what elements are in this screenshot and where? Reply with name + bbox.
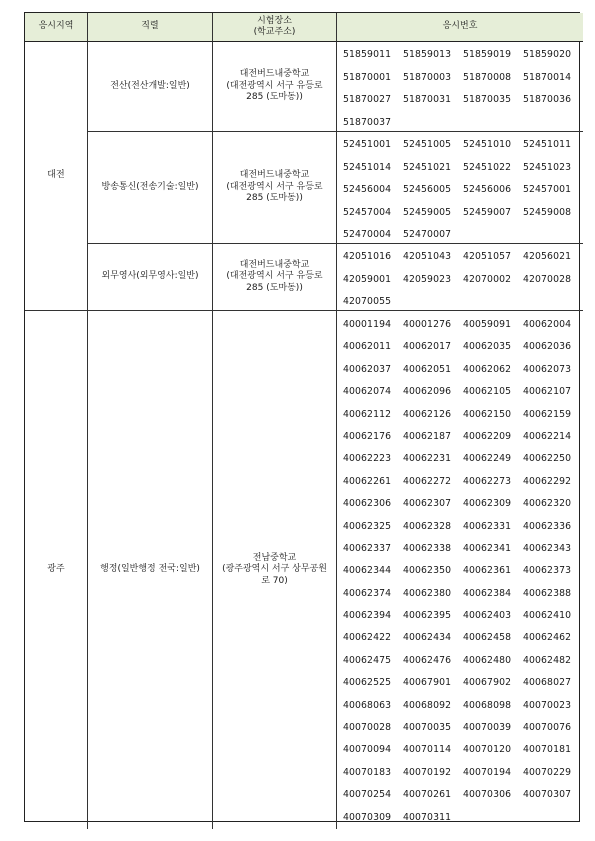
exam-number: 40062328 bbox=[403, 520, 452, 532]
exam-number: 42070055 bbox=[343, 296, 392, 307]
school-address-cont: 285 (도마동)) bbox=[246, 193, 303, 204]
exam-number: 40062325 bbox=[343, 520, 392, 532]
header-venue-label: 시험장소 bbox=[257, 15, 292, 26]
exam-number: 40062051 bbox=[403, 363, 452, 375]
exam-number: 40067901 bbox=[403, 677, 452, 689]
exam-number: 40062380 bbox=[403, 587, 452, 599]
exam-number: 40070309 bbox=[343, 811, 392, 823]
job-name: 전산(전산개발:일반) bbox=[110, 80, 190, 91]
exam-number: 52470007 bbox=[403, 229, 452, 240]
header-region bbox=[25, 13, 88, 42]
exam-number: 40070028 bbox=[343, 722, 392, 734]
header-job-label: 직렬 bbox=[141, 21, 159, 32]
exam-number: 52459007 bbox=[463, 206, 512, 218]
exam-number: 42070002 bbox=[463, 273, 512, 285]
exam-number: 40062482 bbox=[523, 654, 572, 666]
exam-number: 40070035 bbox=[403, 722, 452, 734]
exam-number: 40070311 bbox=[403, 811, 452, 823]
exam-number: 52451023 bbox=[523, 161, 572, 173]
exam-number: 52451021 bbox=[403, 161, 452, 173]
exam-number: 40062231 bbox=[403, 453, 452, 465]
region-name: 광주 bbox=[47, 564, 65, 575]
region-cell-gwangju bbox=[25, 311, 88, 829]
exam-number: 40068098 bbox=[463, 699, 512, 711]
exam-number: 40062074 bbox=[343, 386, 392, 398]
exam-number: 40062159 bbox=[523, 408, 572, 420]
exam-number: 40062341 bbox=[463, 542, 512, 554]
exam-number: 40062475 bbox=[343, 654, 392, 666]
exam-number: 42051016 bbox=[343, 251, 392, 262]
exam-number: 40070023 bbox=[523, 699, 572, 711]
exam-number: 52451014 bbox=[343, 161, 392, 173]
exam-number: 40062395 bbox=[403, 610, 452, 622]
exam-number: 40062261 bbox=[343, 475, 392, 487]
exam-number: 40062017 bbox=[403, 341, 452, 353]
school-address: (광주광역시 서구 상무공원 bbox=[222, 564, 327, 575]
exam-number: 40062126 bbox=[403, 408, 452, 420]
school-address: (대전광역시 서구 유등로 bbox=[226, 80, 323, 91]
school-name: 대전버드내중학교 bbox=[239, 69, 310, 80]
exam-number: 40067902 bbox=[463, 677, 512, 689]
exam-number: 40070120 bbox=[463, 744, 512, 756]
number-grid bbox=[337, 244, 583, 310]
exam-number: 40070181 bbox=[523, 744, 572, 756]
school-name: 대전버드내중학교 bbox=[239, 170, 310, 181]
exam-number: 40062343 bbox=[523, 542, 572, 554]
job-cell bbox=[88, 311, 213, 829]
exam-number: 51870001 bbox=[343, 71, 392, 83]
numbers-cell bbox=[337, 42, 583, 132]
exam-number: 40062187 bbox=[403, 430, 452, 442]
exam-number: 40062384 bbox=[463, 587, 512, 599]
exam-number: 40070076 bbox=[523, 722, 572, 734]
number-grid bbox=[337, 132, 583, 243]
exam-number: 40070306 bbox=[463, 789, 512, 801]
exam-number: 40070254 bbox=[343, 789, 392, 801]
exam-number: 40062036 bbox=[523, 341, 572, 353]
exam-number: 40062320 bbox=[523, 498, 572, 510]
exam-number: 40062306 bbox=[343, 498, 392, 510]
exam-number: 52470004 bbox=[343, 229, 392, 240]
exam-number: 40062434 bbox=[403, 632, 452, 644]
exam-number: 52459008 bbox=[523, 206, 572, 218]
exam-number: 40070192 bbox=[403, 766, 452, 778]
school-address-cont: 285 (도마동)) bbox=[246, 282, 303, 293]
header-venue bbox=[213, 13, 337, 42]
exam-number: 40062035 bbox=[463, 341, 512, 353]
exam-number: 40001276 bbox=[403, 319, 452, 330]
exam-number: 40062150 bbox=[463, 408, 512, 420]
exam-number: 52451001 bbox=[343, 139, 392, 150]
exam-number: 40070194 bbox=[463, 766, 512, 778]
exam-number: 52459005 bbox=[403, 206, 452, 218]
exam-number: 40070183 bbox=[343, 766, 392, 778]
exam-number: 40070094 bbox=[343, 744, 392, 756]
exam-number: 40062249 bbox=[463, 453, 512, 465]
numbers-cell bbox=[337, 132, 583, 244]
job-name: 외무영사(외무영사:일반) bbox=[101, 271, 199, 282]
job-cell bbox=[88, 42, 213, 132]
job-cell bbox=[88, 244, 213, 311]
exam-number: 40062350 bbox=[403, 565, 452, 577]
header-numbers-label: 응시번호 bbox=[442, 21, 478, 32]
exam-number: 52457001 bbox=[523, 184, 572, 195]
exam-number: 40062388 bbox=[523, 587, 572, 599]
exam-number: 40062458 bbox=[463, 632, 512, 644]
exam-number: 51870031 bbox=[403, 94, 452, 105]
exam-number: 40062525 bbox=[343, 677, 392, 689]
exam-number: 42051057 bbox=[463, 251, 512, 262]
job-name: 행정(일반행정 전국:일반) bbox=[100, 564, 200, 575]
school-address: (대전광역시 서구 유등로 bbox=[226, 271, 323, 282]
exam-number: 40062337 bbox=[343, 542, 392, 554]
exam-number: 40062209 bbox=[463, 430, 512, 442]
exam-number: 51870035 bbox=[463, 94, 512, 105]
exam-number: 40062476 bbox=[403, 654, 452, 666]
exam-number: 51870037 bbox=[343, 116, 392, 128]
exam-venue-table bbox=[24, 12, 580, 822]
header-job bbox=[88, 13, 213, 42]
exam-number: 40062410 bbox=[523, 610, 572, 622]
exam-number: 40062062 bbox=[463, 363, 512, 375]
exam-number: 40068063 bbox=[343, 699, 392, 711]
exam-number: 40062214 bbox=[523, 430, 572, 442]
exam-number: 52451010 bbox=[463, 139, 512, 150]
exam-number: 40062307 bbox=[403, 498, 452, 510]
exam-number: 40062107 bbox=[523, 386, 572, 398]
exam-number: 40062011 bbox=[343, 341, 392, 353]
exam-number: 52456004 bbox=[343, 184, 392, 195]
job-name: 방송통신(전송기술:일반) bbox=[101, 181, 199, 192]
exam-number: 51870008 bbox=[463, 71, 512, 83]
exam-number: 40062004 bbox=[523, 319, 572, 330]
exam-number: 40062361 bbox=[463, 565, 512, 577]
exam-number: 40062273 bbox=[463, 475, 512, 487]
school-address-cont: 로 70) bbox=[261, 575, 288, 586]
exam-number: 40062336 bbox=[523, 520, 572, 532]
exam-number: 40062403 bbox=[463, 610, 512, 622]
exam-number: 40062272 bbox=[403, 475, 452, 487]
exam-number: 40062331 bbox=[463, 520, 512, 532]
exam-number: 42070028 bbox=[523, 273, 572, 285]
exam-number: 40001194 bbox=[343, 319, 392, 330]
exam-number: 40062176 bbox=[343, 430, 392, 442]
exam-number: 40070229 bbox=[523, 766, 572, 778]
header-venue-sublabel: (학교주소) bbox=[253, 27, 296, 37]
exam-number: 40068027 bbox=[523, 677, 572, 689]
exam-number: 40062292 bbox=[523, 475, 572, 487]
exam-number: 40062338 bbox=[403, 542, 452, 554]
number-grid bbox=[337, 42, 583, 131]
region-name: 대전 bbox=[47, 170, 65, 181]
exam-number: 40068092 bbox=[403, 699, 452, 711]
exam-number: 40070039 bbox=[463, 722, 512, 734]
exam-number: 51859011 bbox=[343, 49, 392, 60]
header-numbers bbox=[337, 13, 583, 42]
header-region-label: 응시지역 bbox=[38, 21, 74, 32]
school-address-cont: 285 (도마동)) bbox=[246, 92, 303, 103]
exam-number: 40062309 bbox=[463, 498, 512, 510]
venue-cell bbox=[213, 311, 337, 829]
region-cell-daejeon bbox=[25, 42, 88, 311]
exam-number: 51870036 bbox=[523, 94, 572, 105]
exam-number: 42059023 bbox=[403, 273, 452, 285]
job-cell bbox=[88, 132, 213, 244]
school-address: (대전광역시 서구 유등로 bbox=[226, 181, 323, 192]
exam-number: 52451005 bbox=[403, 139, 452, 150]
venue-cell bbox=[213, 42, 337, 132]
exam-number: 40062105 bbox=[463, 386, 512, 398]
exam-number: 52451011 bbox=[523, 139, 572, 150]
exam-number: 40070114 bbox=[403, 744, 452, 756]
exam-number: 40070307 bbox=[523, 789, 572, 801]
exam-number: 40062073 bbox=[523, 363, 572, 375]
exam-number: 40062422 bbox=[343, 632, 392, 644]
exam-number: 51870014 bbox=[523, 71, 572, 83]
exam-number: 40062112 bbox=[343, 408, 392, 420]
exam-number: 42059001 bbox=[343, 273, 392, 285]
venue-cell bbox=[213, 132, 337, 244]
exam-number: 40062344 bbox=[343, 565, 392, 577]
number-grid bbox=[337, 311, 583, 829]
school-name: 전남중학교 bbox=[252, 552, 297, 563]
exam-number: 51859019 bbox=[463, 49, 512, 60]
exam-number: 52457004 bbox=[343, 206, 392, 218]
exam-number: 40059091 bbox=[463, 319, 512, 330]
exam-number: 52456005 bbox=[403, 184, 452, 195]
numbers-cell bbox=[337, 311, 583, 829]
exam-number: 51859013 bbox=[403, 49, 452, 60]
exam-number: 42056021 bbox=[523, 251, 572, 262]
exam-number: 40062096 bbox=[403, 386, 452, 398]
school-name: 대전버드내중학교 bbox=[239, 259, 310, 270]
numbers-cell bbox=[337, 244, 583, 311]
exam-number: 40062373 bbox=[523, 565, 572, 577]
exam-number: 40062223 bbox=[343, 453, 392, 465]
exam-number: 40062480 bbox=[463, 654, 512, 666]
exam-number: 42051043 bbox=[403, 251, 452, 262]
venue-cell bbox=[213, 244, 337, 311]
exam-number: 40062374 bbox=[343, 587, 392, 599]
exam-number: 51870003 bbox=[403, 71, 452, 83]
exam-number: 52456006 bbox=[463, 184, 512, 195]
exam-number: 40062462 bbox=[523, 632, 572, 644]
exam-number: 40070261 bbox=[403, 789, 452, 801]
exam-number: 51859020 bbox=[523, 49, 572, 60]
exam-number: 40062250 bbox=[523, 453, 572, 465]
exam-number: 52451022 bbox=[463, 161, 512, 173]
exam-number: 40062037 bbox=[343, 363, 392, 375]
exam-number: 51870027 bbox=[343, 94, 392, 105]
exam-number: 40062394 bbox=[343, 610, 392, 622]
